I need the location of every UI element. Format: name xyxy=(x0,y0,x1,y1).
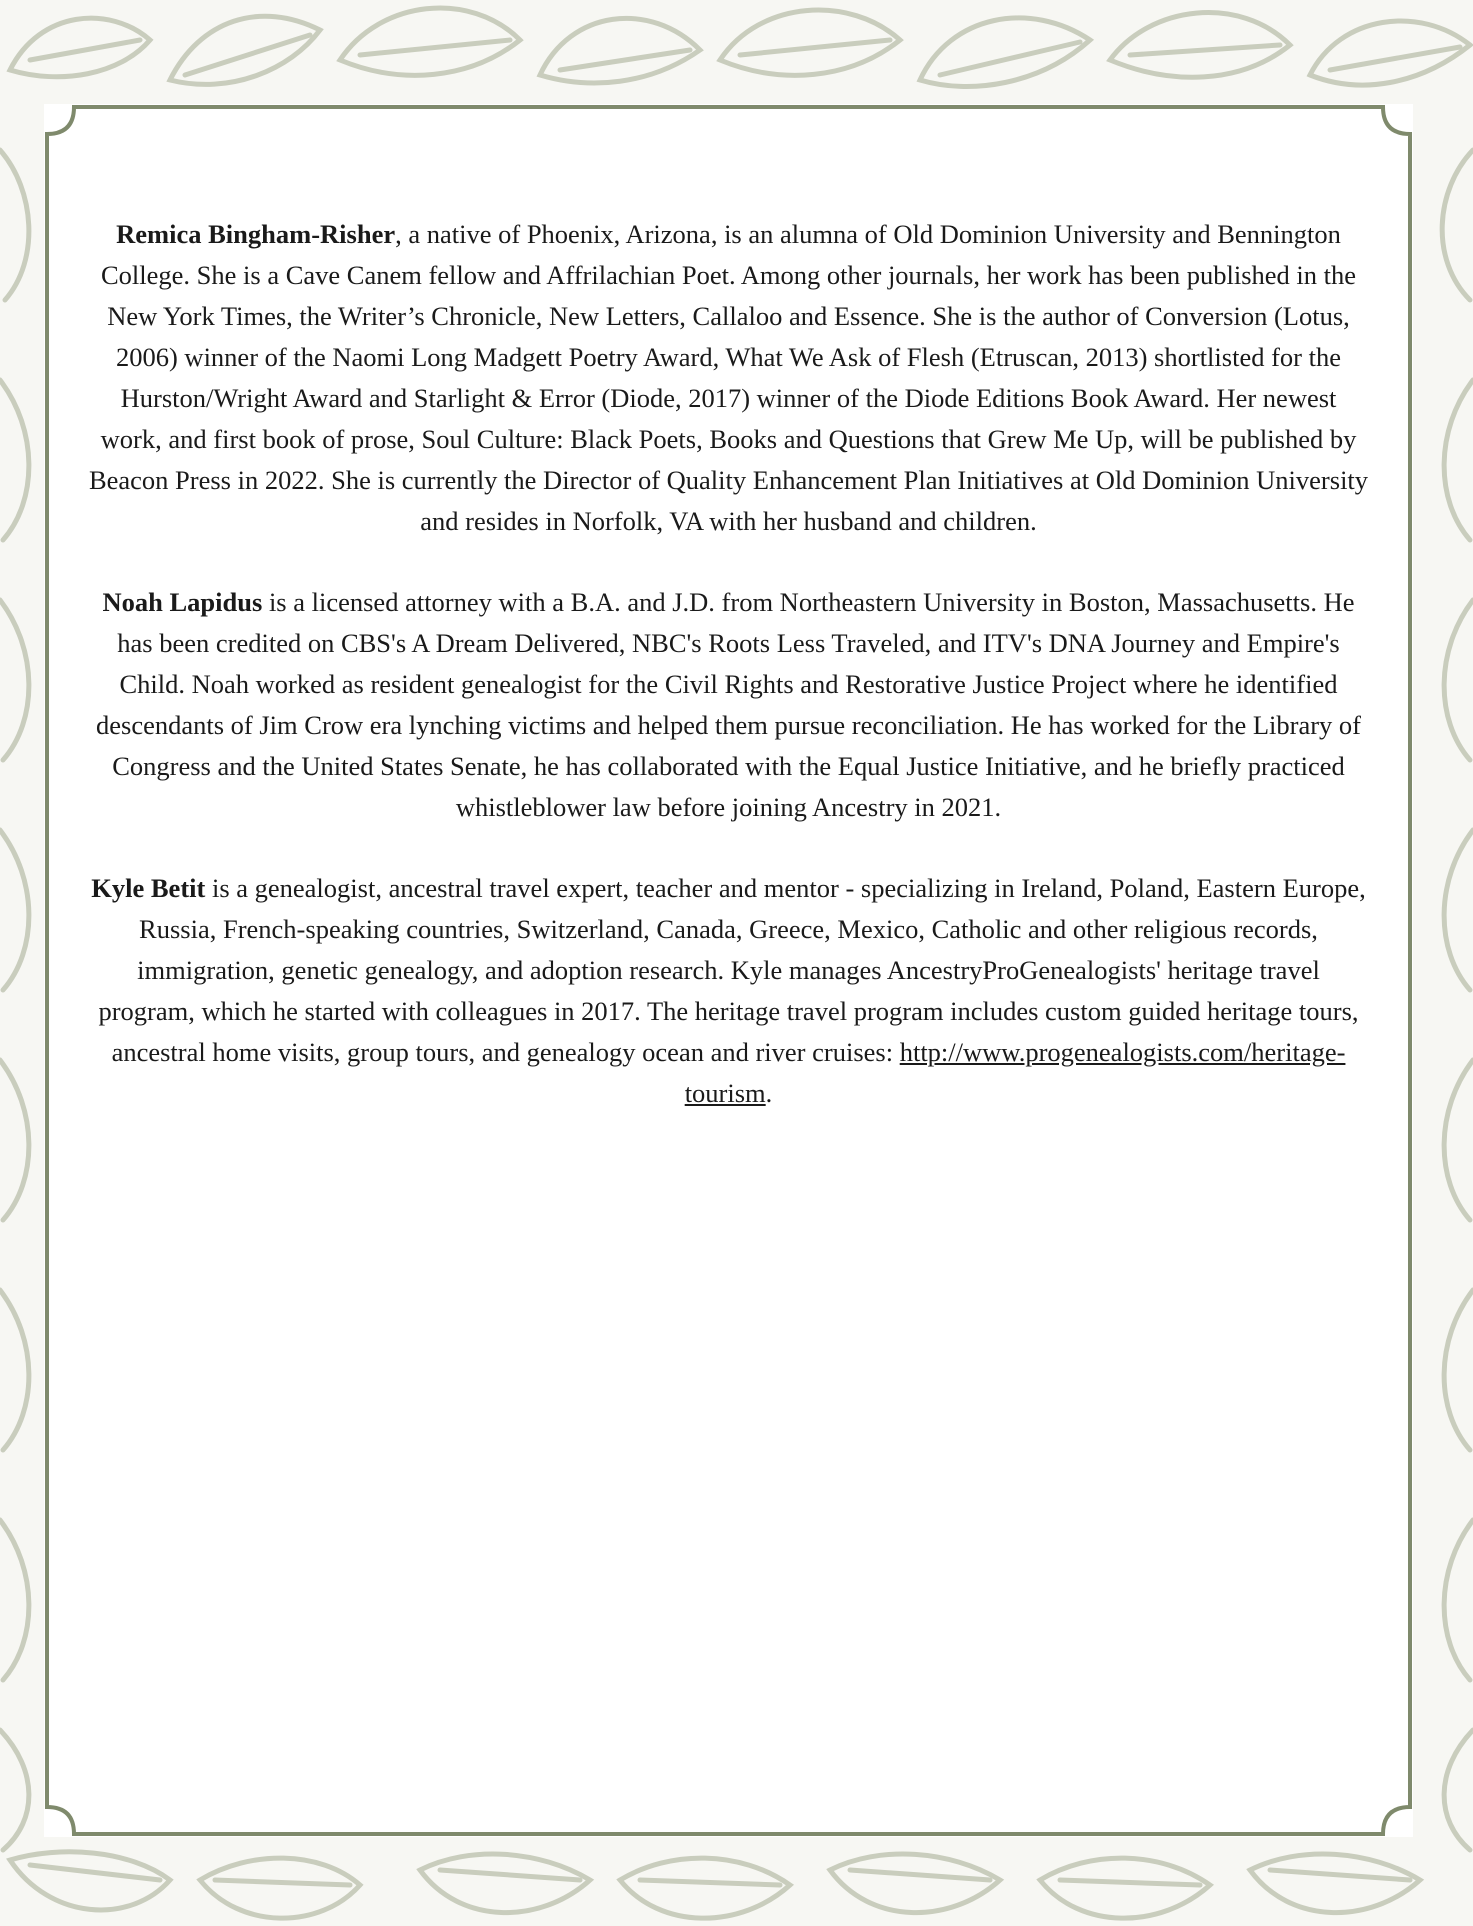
bio-name: Remica Bingham-Risher xyxy=(116,219,396,249)
bio-kyle-betit xyxy=(88,868,1369,1114)
bio-remica-bingham-risher xyxy=(88,214,1369,542)
bio-text: is a genealogist, ancestral travel expert, teacher and mentor - specializing in Ireland, Poland, Eastern Europe, Russia, French-speaking countries, Switzerland, Canada, Greece, Mexico, Catholic and other religious records, immigration, genetic genealogy, and adoption research. Kyle manages AncestryProGenealogists' heritage travel program, which he started with colleagues in 2017. The heritage travel program includes custom guided heritage tours, ancestral home visits, group tours, and genealogy ocean and river cruises: xyxy=(98,873,1366,1067)
heritage-tourism-link[interactable]: http://www.progenealogists.com/heritage-tourism xyxy=(684,1037,1346,1108)
bios-content xyxy=(88,214,1369,1154)
bio-text-end: . xyxy=(765,1078,773,1108)
bio-name: Noah Lapidus xyxy=(102,587,263,617)
bio-text: is a licensed attorney with a B.A. and J.D. from Northeastern University in Boston, Massachusetts. He has been credited on CBS's A Dream Delivered, NBC's Roots Less Traveled, and ITV's DNA Journey and Empire's Child. Noah worked as resident genealogist for the Civil Rights and Restorative Justice Project where he identified descendants of Jim Crow era lynching victims and helped them pursue reconciliation. He has worked for the Library of Congress and the United States Senate, he has collaborated with the Equal Justice Initiative, and he briefly practiced whistleblower law before joining Ancestry in 2021. xyxy=(96,587,1361,822)
page-frame xyxy=(44,104,1413,1837)
bio-name: Kyle Betit xyxy=(91,873,206,903)
bio-noah-lapidus xyxy=(88,582,1369,828)
bio-text: , a native of Phoenix, Arizona, is an alumna of Old Dominion University and Bennington College. She is a Cave Canem fellow and Affrilachian Poet. Among other journals, her work has been published in the New York Times, the Writer’s Chronicle, New Letters, Callaloo and Essence. She is the author of Conversion (Lotus, 2006) winner of the Naomi Long Madgett Poetry Award, What We Ask of Flesh (Etruscan, 2013) shortlisted for the Hurston/Wright Award and Starlight & Error (Diode, 2017) winner of the Diode Editions Book Award. Her newest work, and first book of prose, Soul Culture: Black Poets, Books and Questions that Grew Me Up, will be published by Beacon Press in 2022. She is currently the Director of Quality Enhancement Plan Initiatives at Old Dominion University and resides in Norfolk, VA with her husband and children. xyxy=(88,219,1369,536)
